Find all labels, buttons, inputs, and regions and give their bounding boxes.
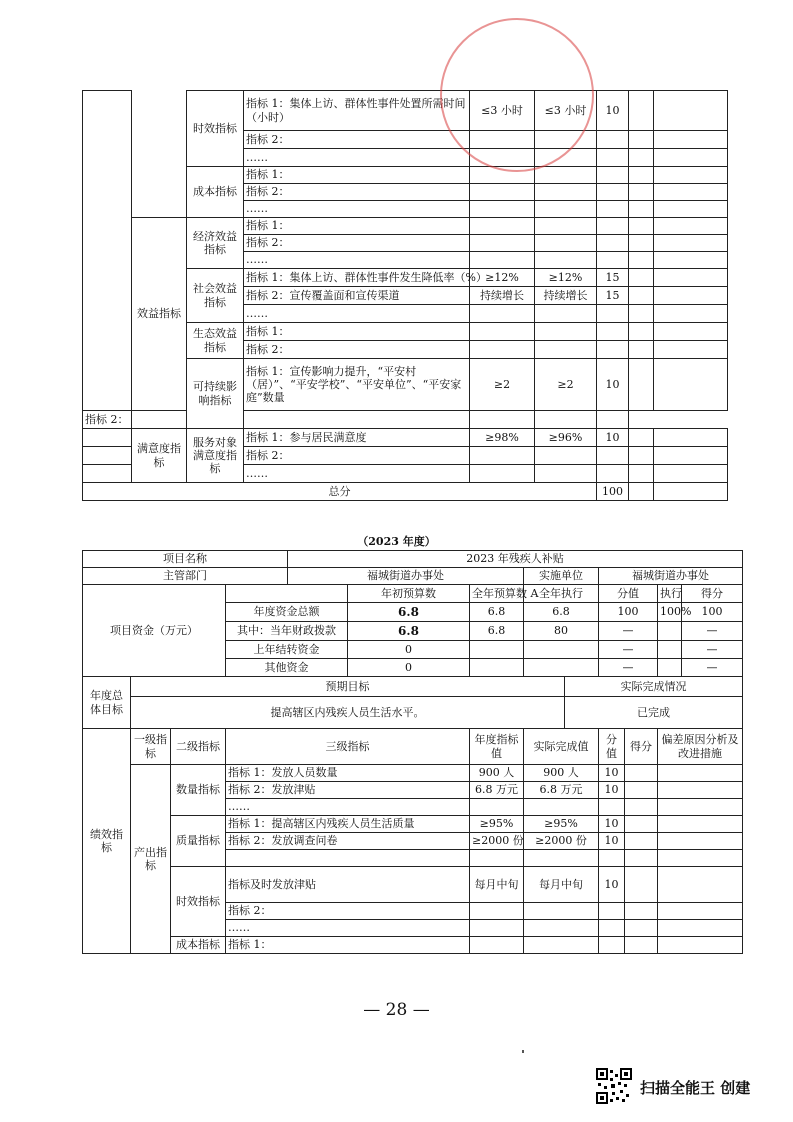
total-value: 100 [597, 483, 629, 501]
empty-cell [470, 131, 535, 149]
empty-cell [654, 218, 728, 235]
fund-header-6: 得分 [682, 585, 743, 603]
empty-cell [654, 149, 728, 167]
quality-row-1-score: 10 [599, 816, 625, 833]
perf-label: 绩效指标 [83, 729, 131, 954]
fund-row-4-v6: — [682, 659, 743, 677]
empty-cell [470, 323, 535, 341]
empty-cell [524, 850, 599, 867]
empty-cell [658, 850, 743, 867]
social-row-1-actual: ≥12% [535, 269, 597, 287]
empty-cell [625, 903, 658, 920]
fund-row-3-v4: — [599, 641, 658, 659]
empty-cell [654, 201, 728, 218]
empty-cell [654, 341, 728, 359]
empty-cell [658, 765, 743, 782]
fund-header-1: 年初预算数 [348, 585, 470, 603]
empty-cell [654, 287, 728, 305]
empty-cell [470, 903, 524, 920]
empty-cell [597, 305, 629, 323]
timely-row-1-actual: 每月中旬 [524, 867, 599, 903]
empty-cell [625, 765, 658, 782]
empty-cell [654, 483, 728, 501]
empty-cell [658, 799, 743, 816]
dept-label: 主管部门 [83, 568, 288, 585]
empty-cell [597, 184, 629, 201]
eco-row-2: 指标 2： [244, 341, 470, 359]
time-row-1-actual: ≤3 小时 [535, 91, 597, 131]
fund-row-2-v1: 6.8 [348, 622, 470, 641]
empty-cell [599, 937, 625, 954]
empty-cell [83, 429, 132, 447]
qty-row-1: 指标 1：发放人员数量 [226, 765, 470, 782]
quality-row-2-score: 10 [599, 833, 625, 850]
fund-header-4: 分值 [599, 585, 658, 603]
timely-row-3: …… [226, 920, 470, 937]
empty-cell [470, 447, 535, 465]
empty-cell [535, 411, 597, 429]
timely-row-1-target: 每月中旬 [470, 867, 524, 903]
empty-cell [524, 920, 599, 937]
empty-cell [599, 920, 625, 937]
empty-cell [599, 903, 625, 920]
empty-cell [535, 149, 597, 167]
project-name: 2023 年残疾人补贴 [288, 551, 743, 568]
sustain-label: 可持续影响指标 [187, 359, 244, 429]
fund-row-3-v5 [658, 641, 682, 659]
time-row-3: …… [244, 149, 470, 167]
empty-cell [470, 218, 535, 235]
perf-header-reason: 偏差原因分析及改进措施 [658, 729, 743, 765]
benefit-label: 效益指标 [132, 218, 187, 411]
empty-cell [629, 359, 654, 411]
cost-row-3: …… [244, 201, 470, 218]
fund-row-2-v4: — [599, 622, 658, 641]
empty-cell [470, 920, 524, 937]
scanner-brand: 扫描全能王 创建 [640, 1079, 751, 1097]
fund-header-3: 全年执行 [524, 585, 599, 603]
empty-cell [226, 850, 470, 867]
quality-row-2-target: ≥2000 份 [470, 833, 524, 850]
empty-cell [654, 252, 728, 269]
social-row-1-target: ≥12% [470, 269, 535, 287]
fund-row-1-v1: 6.8 [348, 603, 470, 622]
empty-cell [629, 483, 654, 501]
empty-cell [629, 91, 654, 131]
empty-cell [599, 799, 625, 816]
empty-cell [629, 429, 654, 447]
fund-row-2-v2: 6.8 [470, 622, 524, 641]
timely-row-1: 指标及时发放津贴 [226, 867, 470, 903]
empty-cell [629, 269, 654, 287]
fund-row-1-v4: 100 [599, 603, 658, 622]
empty-cell [524, 937, 599, 954]
econ-row-3: …… [244, 252, 470, 269]
sustain-row-1-actual: ≥2 [535, 359, 597, 411]
fund-row-1-label: 年度资金总额 [226, 603, 348, 622]
perf-header-target: 年度指标值 [470, 729, 524, 765]
empty-cell [597, 323, 629, 341]
fund-row-2-v3: 80 [524, 622, 599, 641]
empty-cell [470, 201, 535, 218]
empty-cell [597, 218, 629, 235]
satisfaction-sub-label: 服务对象满意度指标 [187, 429, 244, 483]
perf-header-got: 得分 [625, 729, 658, 765]
timely-row-1-score: 10 [599, 867, 625, 903]
social-row-1-score: 15 [597, 269, 629, 287]
timely-label: 时效指标 [171, 867, 226, 937]
eco-row-1: 指标 1： [244, 323, 470, 341]
empty-cell [597, 167, 629, 184]
empty-cell [658, 782, 743, 799]
social-row-2: 指标 2：宣传覆盖面和宣传渠道 [244, 287, 470, 305]
page-number: — 28 — [363, 1000, 430, 1020]
social-row-3: …… [244, 305, 470, 323]
sustain-row-1-score: 10 [597, 359, 629, 411]
qr-code-icon [596, 1068, 632, 1104]
satis-row-2: 指标 2： [244, 447, 470, 465]
fund-row-1-v2: 6.8 [470, 603, 524, 622]
social-row-2-actual: 持续增长 [535, 287, 597, 305]
empty-cell [629, 305, 654, 323]
empty-cell [535, 447, 597, 465]
empty-cell [654, 323, 728, 341]
scan-speck [522, 1050, 524, 1053]
empty-cell [654, 131, 728, 149]
qty-row-1-target: 900 人 [470, 765, 524, 782]
empty-cell [629, 167, 654, 184]
empty-cell [658, 920, 743, 937]
empty-cell [226, 585, 348, 603]
qty-row-2-target: 6.8 万元 [470, 782, 524, 799]
empty-cell [535, 323, 597, 341]
empty-cell [535, 235, 597, 252]
empty-cell [654, 359, 728, 411]
empty-cell [658, 903, 743, 920]
empty-cell [654, 447, 728, 465]
qty-row-2-actual: 6.8 万元 [524, 782, 599, 799]
empty-cell [597, 465, 629, 483]
empty-cell [470, 850, 524, 867]
empty-cell [524, 799, 599, 816]
empty-cell [597, 201, 629, 218]
time-row-2: 指标 2： [244, 131, 470, 149]
fund-row-1-v3: 6.8 [524, 603, 599, 622]
fund-row-4-v4: — [599, 659, 658, 677]
fund-row-3-v1: 0 [348, 641, 470, 659]
empty-cell [597, 447, 629, 465]
fund-row-3-v2 [470, 641, 524, 659]
fund-row-1-v5: 100% [658, 603, 682, 622]
empty-cell [470, 799, 524, 816]
fund-row-4-v1: 0 [348, 659, 470, 677]
quality-row-2-actual: ≥2000 份 [524, 833, 599, 850]
empty-cell [597, 235, 629, 252]
empty-cell [470, 937, 524, 954]
perf-header-l3: 三级指标 [226, 729, 470, 765]
fund-row-3-label: 上年结转资金 [226, 641, 348, 659]
top-performance-table [82, 90, 728, 501]
empty-cell [625, 867, 658, 903]
satis-row-3: …… [244, 465, 470, 483]
fund-row-2-label: 其中：当年财政拨款 [226, 622, 348, 641]
empty-cell [244, 411, 470, 429]
eco-label: 生态效益指标 [187, 323, 244, 359]
fund-row-3-v6: — [682, 641, 743, 659]
fund-header-5: 执行 [658, 585, 682, 603]
empty-cell [535, 465, 597, 483]
empty-cell [629, 465, 654, 483]
bottom-cost-row: 指标 1： [226, 937, 470, 954]
empty-cell [470, 465, 535, 483]
empty-cell [524, 903, 599, 920]
empty-cell [629, 252, 654, 269]
empty-cell [654, 429, 728, 447]
econ-label: 经济效益指标 [187, 218, 244, 269]
empty-cell [470, 235, 535, 252]
empty-cell [535, 341, 597, 359]
expected-text: 提高辖区内残疾人员生活水平。 [131, 697, 565, 729]
qty-label: 数量指标 [171, 765, 226, 816]
empty-cell [654, 305, 728, 323]
empty-cell [629, 149, 654, 167]
empty-cell [658, 833, 743, 850]
empty-cell [654, 235, 728, 252]
time-row-1: 指标 1：集体上访、群体性事件处置所需时间（小时） [244, 91, 470, 131]
empty-cell [470, 184, 535, 201]
empty-cell [535, 218, 597, 235]
perf-header-actual: 实际完成值 [524, 729, 599, 765]
satis-row-1-score: 10 [597, 429, 629, 447]
goal-label: 年度总体目标 [83, 677, 131, 729]
empty-cell [654, 465, 728, 483]
empty-cell [83, 447, 132, 465]
time-row-1-target: ≤3 小时 [470, 91, 535, 131]
empty-cell [629, 323, 654, 341]
empty-cell [629, 131, 654, 149]
econ-row-1: 指标 1： [244, 218, 470, 235]
empty-cell [625, 833, 658, 850]
empty-cell [625, 799, 658, 816]
impl-label: 实施单位 [524, 568, 599, 585]
cost-row-1: 指标 1： [244, 167, 470, 184]
empty-cell [629, 218, 654, 235]
qty-row-2-score: 10 [599, 782, 625, 799]
empty-cell [625, 850, 658, 867]
empty-cell [535, 131, 597, 149]
satis-row-1-actual: ≥96% [535, 429, 597, 447]
time-label: 时效指标 [187, 91, 244, 167]
quality-row-1: 指标 1：提高辖区内残疾人员生活质量 [226, 816, 470, 833]
output-label: 产出指标 [131, 765, 171, 954]
empty-cell [629, 287, 654, 305]
year-caption: （2023 年度） [357, 535, 436, 548]
fund-row-3-v3 [524, 641, 599, 659]
fund-header-2: 全年预算数 A [470, 585, 524, 603]
satisfaction-label: 满意度指标 [132, 429, 187, 483]
sustain-row-1-target: ≥2 [470, 359, 535, 411]
dept-value: 福城街道办事处 [288, 568, 524, 585]
empty-cell [470, 167, 535, 184]
empty-cell [470, 252, 535, 269]
qty-row-1-score: 10 [599, 765, 625, 782]
cost-row-2: 指标 2： [244, 184, 470, 201]
empty-cell [625, 782, 658, 799]
social-row-2-target: 持续增长 [470, 287, 535, 305]
empty-cell [629, 235, 654, 252]
perf-header-score: 分值 [599, 729, 625, 765]
project-name-label: 项目名称 [83, 551, 288, 568]
fund-row-4-label: 其他资金 [226, 659, 348, 677]
empty-cell [654, 269, 728, 287]
empty-cell [629, 447, 654, 465]
quality-row-2: 指标 2：发放调查问卷 [226, 833, 470, 850]
empty-cell [625, 816, 658, 833]
time-row-1-score: 10 [597, 91, 629, 131]
empty-cell [470, 341, 535, 359]
empty-cell [597, 149, 629, 167]
empty-cell [599, 850, 625, 867]
total-label: 总分 [83, 483, 597, 501]
empty-cell [535, 305, 597, 323]
quality-row-1-actual: ≥95% [524, 816, 599, 833]
empty-cell [658, 867, 743, 903]
satis-row-1: 指标 1：参与居民满意度 [244, 429, 470, 447]
empty-cell [470, 149, 535, 167]
qty-row-3: …… [226, 799, 470, 816]
actual-label: 实际完成情况 [565, 677, 743, 697]
empty-cell [597, 341, 629, 359]
fund-row-4-v2 [470, 659, 524, 677]
fund-row-1-v6: 100 [682, 603, 743, 622]
actual-text: 已完成 [565, 697, 743, 729]
empty-cell [535, 201, 597, 218]
perf-header-l1: 一级指标 [131, 729, 171, 765]
qty-row-1-actual: 900 人 [524, 765, 599, 782]
quality-label: 质量指标 [171, 816, 226, 867]
fund-row-4-v3 [524, 659, 599, 677]
sustain-row-2: 指标 2： [83, 411, 132, 429]
econ-row-2: 指标 2： [244, 235, 470, 252]
empty-cell [629, 341, 654, 359]
empty-cell [658, 816, 743, 833]
fund-row-2-v5 [658, 622, 682, 641]
empty-cell [132, 411, 187, 429]
perf-header-l2: 二级指标 [171, 729, 226, 765]
empty-cell [535, 252, 597, 269]
empty-cell [654, 184, 728, 201]
empty-cell [629, 201, 654, 218]
empty-cell [83, 465, 132, 483]
bottom-cost-label: 成本指标 [171, 937, 226, 954]
empty-cell [597, 252, 629, 269]
sustain-row-1: 指标 1：宣传影响力提升，“平安村（居）”、“平安学校”、“平安单位”、“平安家庭”数量 [244, 359, 470, 411]
expected-label: 预期目标 [131, 677, 565, 697]
empty-cell [535, 167, 597, 184]
impl-value: 福城街道办事处 [599, 568, 743, 585]
output-blank [132, 91, 187, 218]
fund-label: 项目资金（万元） [83, 585, 226, 677]
empty-cell [597, 411, 629, 429]
empty-cell [470, 411, 535, 429]
empty-cell [654, 167, 728, 184]
cost-label: 成本指标 [187, 167, 244, 218]
empty-cell [535, 184, 597, 201]
fund-row-2-v6: — [682, 622, 743, 641]
empty-cell [625, 937, 658, 954]
project-table-2023 [82, 550, 743, 954]
social-row-2-score: 15 [597, 287, 629, 305]
satis-row-1-target: ≥98% [470, 429, 535, 447]
social-row-1: 指标 1：集体上访、群体性事件发生降低率（%） [244, 269, 470, 287]
first-level-cell [83, 91, 132, 411]
qty-row-2: 指标 2：发放津贴 [226, 782, 470, 799]
fund-row-4-v5 [658, 659, 682, 677]
social-label: 社会效益指标 [187, 269, 244, 323]
timely-row-2: 指标 2： [226, 903, 470, 920]
empty-cell [654, 91, 728, 131]
empty-cell [658, 937, 743, 954]
empty-cell [470, 305, 535, 323]
empty-cell [597, 131, 629, 149]
quality-row-1-target: ≥95% [470, 816, 524, 833]
empty-cell [629, 184, 654, 201]
empty-cell [625, 920, 658, 937]
